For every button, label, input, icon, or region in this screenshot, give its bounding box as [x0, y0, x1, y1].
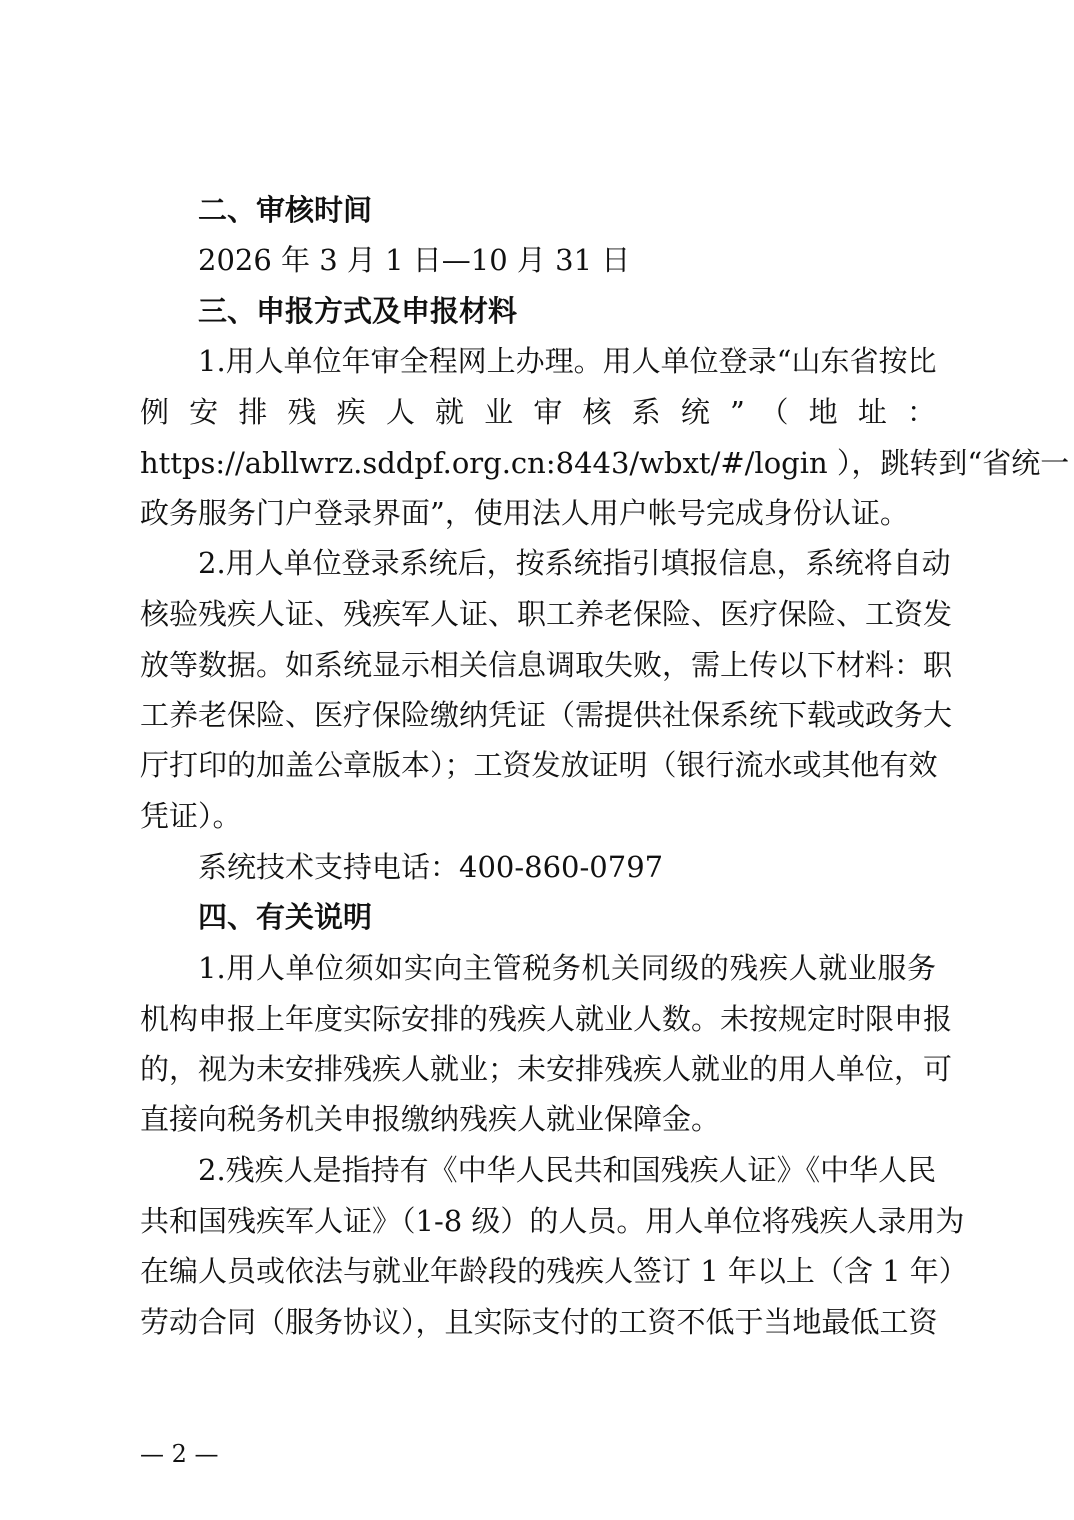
paragraph-line: 在编人员或依法与就业年龄段的残疾人签订 1 年以上（含 1 年） [140, 1254, 968, 1288]
paragraph-line: 厅打印的加盖公章版本）；工资发放证明（银行流水或其他有效 [140, 748, 938, 782]
paragraph-line: 2.用人单位登录系统后，按系统指引填报信息，系统将自动 [198, 546, 951, 580]
paragraph-line: 1.用人单位年审全程网上办理。用人单位登录“山东省按比 [198, 344, 937, 378]
paragraph-line: 例 安 排 残 疾 人 就 业 审 核 系 统 ” （ 地 址 ： [140, 395, 936, 429]
paragraph-line: 核验残疾人证、残疾军人证、职工养老保险、医疗保险、工资发 [140, 597, 953, 631]
support-phone-line: 系统技术支持电话：400-860-0797 [198, 850, 664, 884]
paragraph-line: 2026 年 3 月 1 日—10 月 31 日 [198, 243, 631, 277]
paragraph-line: 劳动合同（服务协议），且实际支付的工资不低于当地最低工资 [140, 1305, 938, 1339]
page-number: — 2 — [140, 1440, 219, 1468]
paragraph-line: 放等数据。如系统显示相关信息调取失败，需上传以下材料：职 [140, 648, 953, 682]
paragraph-line: 1.用人单位须如实向主管税务机关同级的残疾人就业服务 [198, 951, 936, 985]
paragraph-line: 工养老保险、医疗保险缴纳凭证（需提供社保系统下载或政务大 [140, 698, 953, 732]
paragraph-line: 政务服务门户登录界面”，使用法人用户帐号完成身份认证。 [140, 496, 909, 530]
section-heading-application-method: 三、申报方式及申报材料 [198, 294, 518, 328]
paragraph-line: https://abllwrz.sddpf.org.cn:8443/wbxt/#/login ），跳转到“省统一 [140, 446, 1070, 480]
paragraph-line: 机构申报上年度实际安排的残疾人就业人数。未按规定时限申报 [140, 1002, 953, 1036]
paragraph-line: 的，视为未安排残疾人就业；未安排残疾人就业的用人单位，可 [140, 1052, 953, 1086]
paragraph-line: 2.残疾人是指持有《中华人民共和国残疾人证》《中华人民 [198, 1153, 937, 1187]
paragraph-line: 直接向税务机关申报缴纳残疾人就业保障金。 [140, 1102, 721, 1136]
section-heading-review-time: 二、审核时间 [198, 193, 373, 227]
paragraph-line: 共和国残疾军人证》（1-8 级）的人员。用人单位将残疾人录用为 [140, 1204, 965, 1238]
section-heading-notes: 四、有关说明 [198, 900, 373, 934]
paragraph-line: 凭证）。 [140, 799, 242, 833]
